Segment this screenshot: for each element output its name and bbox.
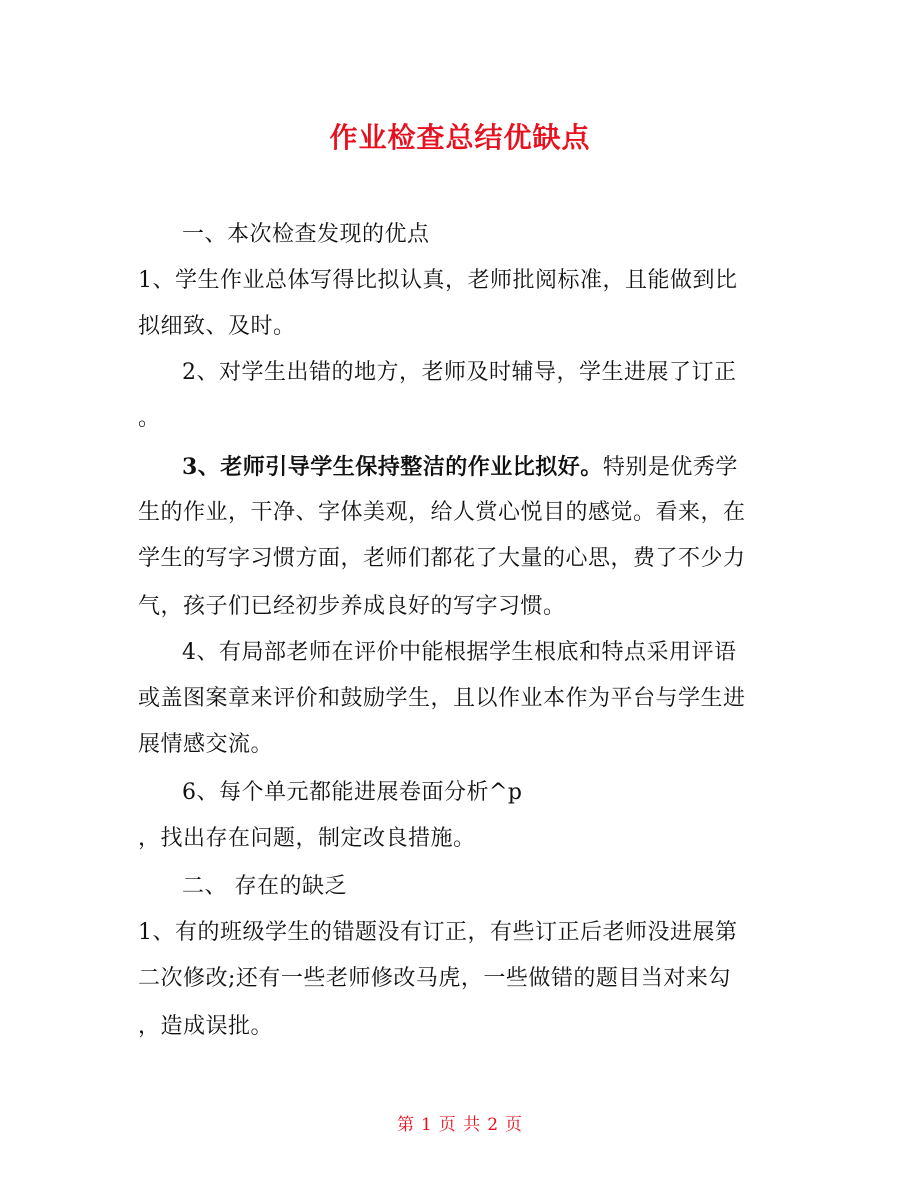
paragraph-line: 2、对学生出错的地方，老师及时辅导，学生进展了订正 — [182, 360, 737, 385]
paragraph-line: 气，孩子们已经初步养成良好的写字习惯。 — [138, 594, 566, 619]
paragraph-line-mixed — [182, 450, 842, 485]
paragraph-line: 1、学生作业总体写得比拟认真，老师批阅标准，且能做到比 — [138, 268, 738, 293]
paragraph-line: 展情感交流。 — [138, 732, 274, 757]
paragraph-line: 4、有局部老师在评价中能根据学生根底和特点采用评语 — [182, 640, 737, 665]
paragraph-line: 。 — [138, 406, 161, 431]
paragraph-line: 生的作业，干净、字体美观，给人赏心悦目的感觉。看来，在 — [138, 500, 746, 525]
section-heading-advantages: 一、本次检查发现的优点 — [182, 222, 430, 247]
section-heading-shortcomings: 二、 存在的缺乏 — [182, 874, 347, 899]
paragraph-line: ，找出存在问题，制定改良措施。 — [138, 826, 476, 851]
bold-lead-sentence: 3、老师引导学生保持整洁的作业比拟好。 — [182, 454, 603, 480]
paragraph-text: 特别是优秀学 — [602, 455, 738, 480]
document-title: 作业检查总结优缺点 — [329, 121, 591, 154]
paragraph-line: 二次修改;还有一些老师修改马虎，一些做错的题目当对来勾 — [138, 966, 731, 991]
paragraph-line: 1、有的班级学生的错题没有订正，有些订正后老师没进展第 — [138, 920, 738, 945]
paragraph-line: 拟细致、及时。 — [138, 314, 296, 339]
footer-suffix: 页 — [505, 1115, 524, 1135]
footer-total-pages: 2 — [487, 1115, 500, 1135]
paragraph-line: 6、每个单元都能进展卷面分析^p — [182, 780, 523, 805]
paragraph-line: 或盖图案章来评价和鼓励学生，且以作业本作为平台与学生进 — [138, 686, 746, 711]
footer-current-page: 1 — [420, 1115, 433, 1135]
footer-prefix: 第 — [396, 1115, 415, 1135]
footer-mid: 页 共 — [438, 1115, 482, 1135]
paragraph-line: 学生的写字习惯方面，老师们都花了大量的心思，费了不少力 — [138, 546, 746, 571]
page-footer — [0, 1112, 920, 1138]
paragraph-line: ，造成误批。 — [138, 1014, 274, 1039]
